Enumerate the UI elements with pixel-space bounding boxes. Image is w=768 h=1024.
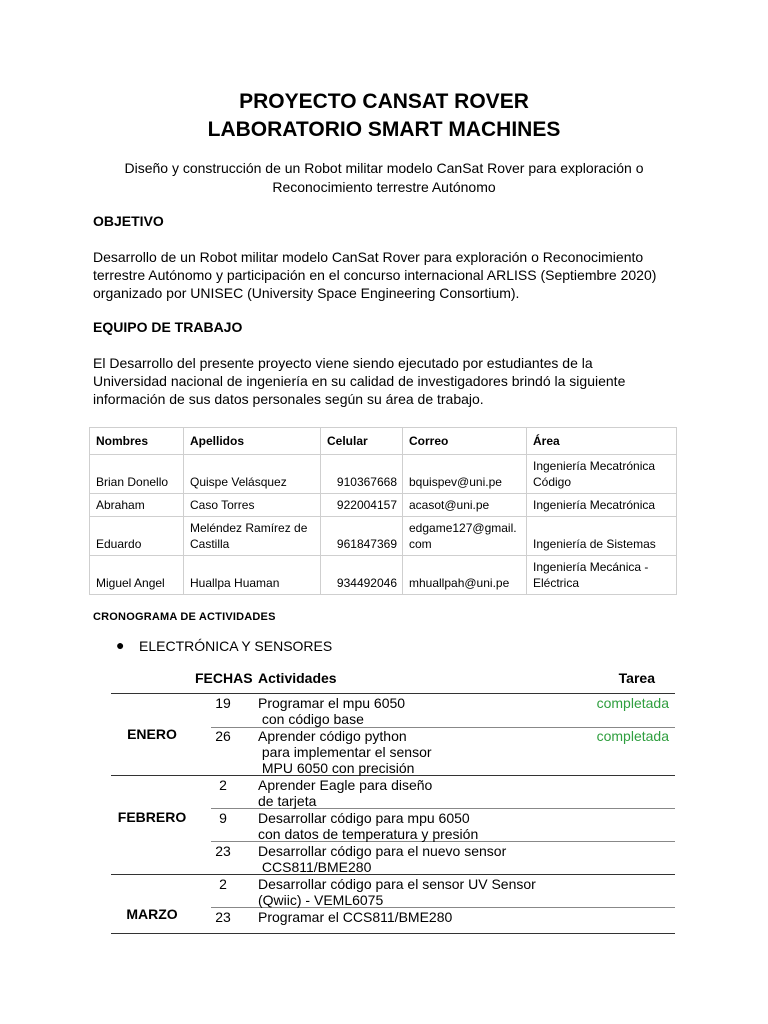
activity-line: (Qwiic) - VEML6075 <box>258 892 384 908</box>
entry-activity <box>258 843 506 875</box>
activity-line: Desarrollar código para mpu 6050 <box>258 810 470 826</box>
subtitle-line-2: Reconocimiento terrestre Autónomo <box>272 179 496 195</box>
cell-correo: mhuallpah@uni.pe <box>403 556 527 595</box>
cell-correo <box>403 517 527 556</box>
area-line: Código <box>533 475 572 489</box>
area-line: Ingeniería Mecatrónica <box>533 459 656 473</box>
table-row <box>90 455 677 494</box>
rule-top <box>111 693 675 694</box>
equipo-line: Universidad nacional de ingeniería en su calidad de investigadores brindó la siguiente <box>93 373 626 389</box>
rule-bottom <box>111 933 675 934</box>
document-title-line-2: LABORATORIO SMART MACHINES <box>207 118 561 141</box>
cell-area <box>527 455 677 494</box>
cell-apellidos: Quispe Velásquez <box>184 455 321 494</box>
equipo-paragraph <box>93 354 683 408</box>
cell-celular: 910367668 <box>321 455 403 494</box>
equipo-line: El Desarrollo del presente proyecto viene siendo ejecutado por estudiantes de la <box>93 355 593 371</box>
objetivo-heading: OBJETIVO <box>93 213 164 229</box>
subtitle-line-1: Diseño y construcción de un Robot militar modelo CanSat Rover para exploración o <box>124 160 644 176</box>
entry-activity <box>258 695 405 727</box>
cell-correo: acasot@uni.pe <box>403 494 527 517</box>
activity-line: con código base <box>258 711 364 727</box>
status-badge: completada <box>596 695 669 711</box>
team-table-header-row <box>90 428 677 455</box>
activity-line: MPU 6050 con precisión <box>258 760 415 776</box>
objetivo-paragraph <box>93 248 683 302</box>
cell-celular: 934492046 <box>321 556 403 595</box>
header-correo: Correo <box>403 428 527 455</box>
entry-date: 2 <box>219 876 227 892</box>
cell-apellidos: Huallpa Huaman <box>184 556 321 595</box>
activity-line: CCS811/BME280 <box>258 859 372 875</box>
objetivo-line: Desarrollo de un Robot militar modelo CanSat Rover para exploración o Reconocimiento <box>93 249 644 265</box>
month-marzo: MARZO <box>126 906 178 922</box>
activity-line: Aprender código python <box>258 728 407 744</box>
cell-apellidos: Caso Torres <box>184 494 321 517</box>
activity-line: con datos de temperatura y presión <box>258 826 479 842</box>
objetivo-line: organizado por UNISEC (University Space Engineering Consortium). <box>93 285 520 301</box>
document-title-line-1: PROYECTO CANSAT ROVER <box>239 90 529 113</box>
entry-date: 26 <box>215 728 231 744</box>
header-nombres: Nombres <box>90 428 184 455</box>
schedule-header-actividades: Actividades <box>258 670 337 686</box>
entry-activity <box>258 909 452 925</box>
table-row <box>90 556 677 595</box>
entry-activity <box>258 728 432 776</box>
entry-date: 19 <box>215 695 231 711</box>
activity-line: de tarjeta <box>258 793 317 809</box>
table-row <box>90 494 677 517</box>
activity-line: Programar el mpu 6050 <box>258 695 406 711</box>
schedule-header-fechas: FECHAS <box>195 670 253 686</box>
entry-activity <box>258 777 432 809</box>
team-table <box>89 427 677 595</box>
document-subtitle <box>100 159 668 197</box>
entry-date: 23 <box>215 909 231 925</box>
section-label: ELECTRÓNICA Y SENSORES <box>139 638 333 654</box>
cell-celular: 922004157 <box>321 494 403 517</box>
entry-activity <box>258 810 478 842</box>
month-febrero: FEBRERO <box>117 809 187 825</box>
area-line: Ingeniería Mecánica - <box>533 560 649 574</box>
cell-apellidos <box>184 517 321 556</box>
bullet-icon: ● <box>116 637 125 653</box>
correo-line: edgame127@gmail. <box>409 521 517 535</box>
entry-date: 2 <box>219 777 227 793</box>
equipo-heading: EQUIPO DE TRABAJO <box>93 319 243 335</box>
activity-line: Desarrollar código para el nuevo sensor <box>258 843 507 859</box>
schedule-header-tarea: Tarea <box>618 670 655 686</box>
cell-area: Ingeniería Mecatrónica <box>527 494 677 517</box>
entry-activity <box>258 876 536 908</box>
entry-date: 9 <box>219 810 227 826</box>
cell-area <box>527 556 677 595</box>
table-row <box>90 517 677 556</box>
cell-celular: 961847369 <box>321 517 403 556</box>
header-area: Área <box>527 428 677 455</box>
apellidos-line: Meléndez Ramírez de <box>190 521 308 535</box>
objetivo-line: terrestre Autónomo y participación en el concurso internacional ARLISS (Septiembre 2020) <box>93 267 657 283</box>
cell-correo: bquispev@uni.pe <box>403 455 527 494</box>
header-celular: Celular <box>321 428 403 455</box>
cell-nombres: Abraham <box>90 494 184 517</box>
activity-line: para implementar el sensor <box>258 744 432 760</box>
area-line: Eléctrica <box>533 576 580 590</box>
activity-line: Programar el CCS811/BME280 <box>258 909 453 925</box>
status-badge: completada <box>596 728 669 744</box>
header-apellidos: Apellidos <box>184 428 321 455</box>
activity-line: Aprender Eagle para diseño <box>258 777 433 793</box>
cell-nombres: Miguel Angel <box>90 556 184 595</box>
activity-line: Desarrollar código para el sensor UV Sensor <box>258 876 536 892</box>
cronograma-heading: CRONOGRAMA DE ACTIVIDADES <box>93 611 276 623</box>
entry-date: 23 <box>215 843 231 859</box>
cell-nombres: Eduardo <box>90 517 184 556</box>
apellidos-line: Castilla <box>190 537 230 551</box>
equipo-line: información de sus datos personales según su área de trabajo. <box>93 391 484 407</box>
cell-area: Ingeniería de Sistemas <box>527 517 677 556</box>
cell-nombres: Brian Donello <box>90 455 184 494</box>
correo-line: com <box>409 537 432 551</box>
month-enero: ENERO <box>127 726 177 742</box>
